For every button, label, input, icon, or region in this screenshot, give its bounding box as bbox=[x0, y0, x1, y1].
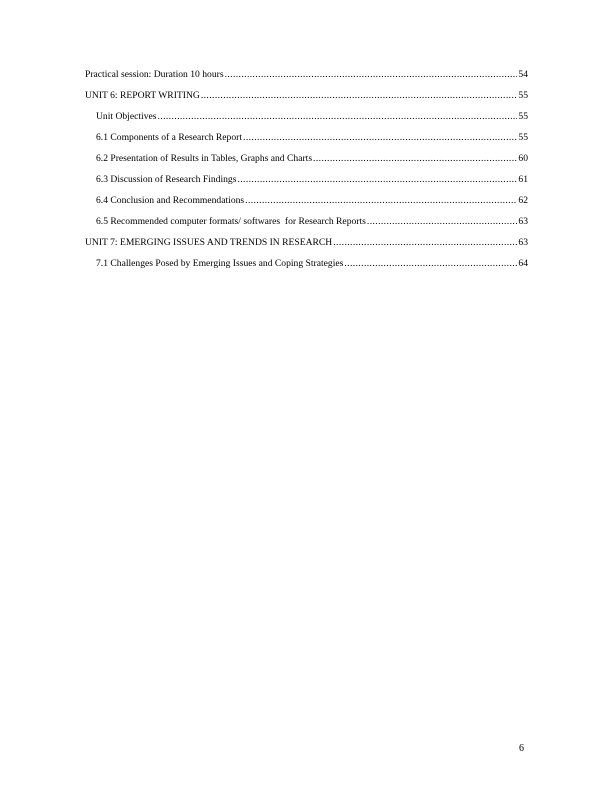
toc-entry-title: 6.5 Recommended computer formats/ softwares for Research Reports bbox=[96, 216, 366, 227]
toc-entry-unit-6[interactable] bbox=[85, 89, 528, 110]
toc-entry-title: 6.1 Components of a Research Report bbox=[96, 132, 243, 143]
toc-dot-leader bbox=[313, 152, 517, 166]
toc-dot-leader bbox=[201, 89, 518, 103]
toc-entry-6-4[interactable] bbox=[85, 194, 528, 215]
toc-dot-leader bbox=[157, 110, 517, 124]
table-of-contents bbox=[85, 68, 528, 278]
toc-entry-page: 60 bbox=[518, 153, 528, 164]
toc-entry-page: 62 bbox=[518, 195, 528, 206]
toc-dot-leader bbox=[245, 194, 517, 208]
toc-entry-unit-objectives[interactable] bbox=[85, 110, 528, 131]
toc-dot-leader bbox=[225, 68, 518, 82]
toc-entry-6-5[interactable] bbox=[85, 215, 528, 236]
page-number: 6 bbox=[519, 743, 524, 754]
toc-dot-leader bbox=[237, 173, 517, 187]
toc-entry-6-1[interactable] bbox=[85, 131, 528, 152]
toc-entry-title: 7.1 Challenges Posed by Emerging Issues and Coping Strategies bbox=[96, 258, 344, 269]
toc-entry-page: 64 bbox=[518, 258, 528, 269]
toc-entry-6-3[interactable] bbox=[85, 173, 528, 194]
toc-entry-page: 55 bbox=[518, 90, 528, 101]
toc-entry-page: 55 bbox=[518, 111, 528, 122]
toc-entry-page: 63 bbox=[518, 216, 528, 227]
toc-entry-page: 55 bbox=[518, 132, 528, 143]
toc-entry-page: 61 bbox=[518, 174, 528, 185]
toc-dot-leader bbox=[367, 215, 518, 229]
toc-entry-title: 6.4 Conclusion and Recommendations bbox=[96, 195, 245, 206]
toc-dot-leader bbox=[333, 236, 517, 250]
toc-entry-title: Unit Objectives bbox=[96, 111, 157, 122]
toc-dot-leader bbox=[243, 131, 517, 145]
toc-entry-unit-7[interactable] bbox=[85, 236, 528, 257]
toc-entry-7-1[interactable] bbox=[85, 257, 528, 278]
toc-entry-title: 6.2 Presentation of Results in Tables, Graphs and Charts bbox=[96, 153, 313, 164]
toc-entry-title: 6.3 Discussion of Research Findings bbox=[96, 174, 237, 185]
toc-dot-leader bbox=[344, 257, 517, 271]
toc-entry-page: 54 bbox=[518, 69, 528, 80]
toc-entry-title: UNIT 7: EMERGING ISSUES AND TRENDS IN RESEARCH bbox=[85, 237, 333, 248]
toc-entry-title: Practical session: Duration 10 hours bbox=[85, 69, 224, 80]
toc-entry-6-2[interactable] bbox=[85, 152, 528, 173]
toc-entry-page: 63 bbox=[518, 237, 528, 248]
toc-entry-practical-session[interactable] bbox=[85, 68, 528, 89]
toc-entry-title: UNIT 6: REPORT WRITING bbox=[85, 90, 200, 101]
